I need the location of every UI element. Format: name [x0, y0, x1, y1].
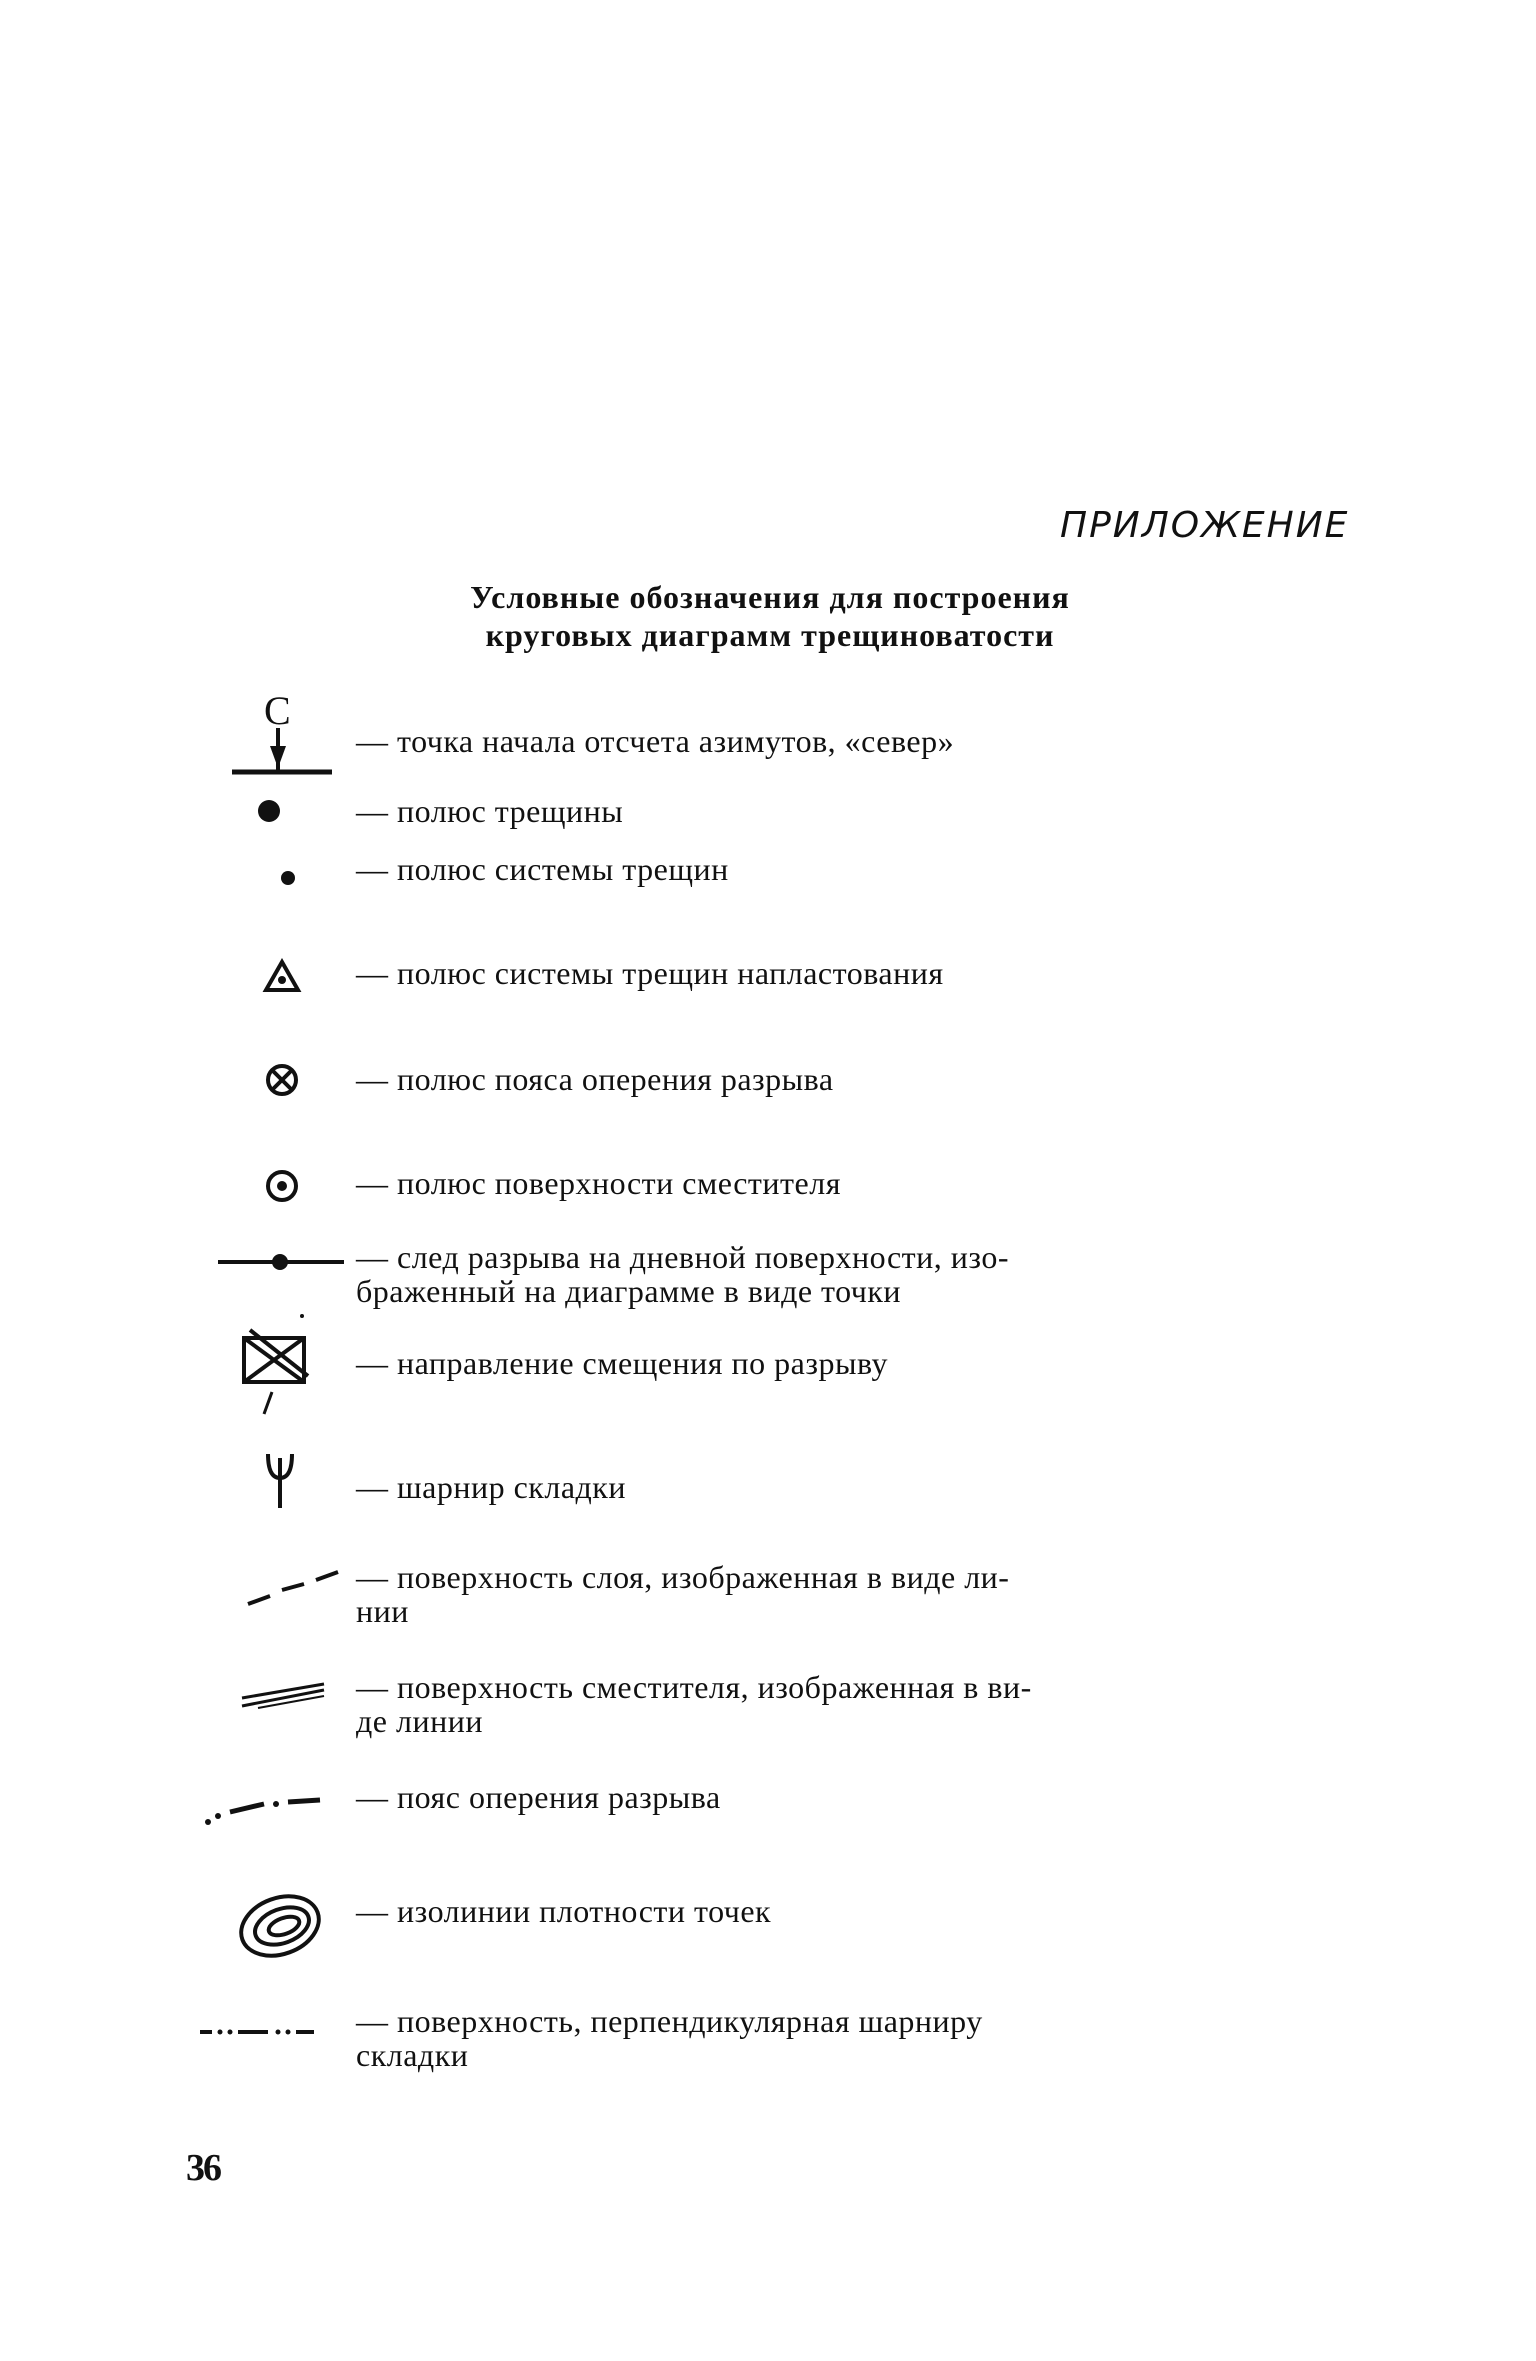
legend-text: — полюс трещины — [356, 793, 624, 829]
dashed-line-icon — [240, 1560, 350, 1625]
line-with-dot-icon — [216, 1240, 346, 1285]
north-arrow-icon — [228, 688, 338, 793]
fold-hinge-icon — [262, 1452, 298, 1517]
circled-cross-icon — [264, 1062, 300, 1103]
legend-text: — точка начала отсчета азимутов, «север» — [356, 723, 955, 759]
dotted-triangle-icon — [262, 958, 302, 999]
dash-dot-line-icon — [200, 1780, 330, 1835]
dash-dot-dot-line-icon — [198, 2022, 318, 2047]
legend-text: — полюс системы трещин напластования — [356, 955, 944, 991]
small-dot-icon — [278, 868, 298, 893]
legend-text: — направление смещения по разрыву — [356, 1345, 888, 1381]
legend-title — [300, 578, 1240, 654]
legend-text: нии — [356, 1593, 409, 1629]
legend-text: — полюс поверхности сместителя — [356, 1165, 841, 1201]
circled-dot-icon — [264, 1168, 300, 1209]
crossed-rectangle-icon — [236, 1310, 316, 1425]
legend-text: — поверхность сместителя, изображенная в ви- — [356, 1669, 1032, 1705]
legend-text: складки — [356, 2037, 469, 2073]
legend-text: — поверхность слоя, изображенная в виде ли- — [356, 1559, 1010, 1595]
svg-text:С: С — [264, 688, 291, 733]
page-number: 36 — [186, 2147, 220, 2189]
legend-title-line-2: круговых диаграмм трещиноватости — [485, 617, 1055, 653]
legend-text: — полюс системы трещин — [356, 851, 729, 887]
legend-text: — пояс оперения разрыва — [356, 1779, 721, 1815]
large-dot-icon — [254, 796, 284, 831]
legend-text: — изолинии плотности точек — [356, 1893, 772, 1929]
legend-text: де линии — [356, 1703, 483, 1739]
legend-text: — шарнир складки — [356, 1469, 626, 1505]
double-line-icon — [238, 1678, 328, 1719]
legend-text: — поверхность, перпендикулярная шарниру — [356, 2003, 983, 2039]
legend-text: браженный на диаграмме в виде точки — [356, 1273, 902, 1309]
legend-text: — полюс пояса оперения разрыва — [356, 1061, 834, 1097]
appendix-heading: ПРИЛОЖЕНИЕ — [1060, 505, 1350, 546]
legend-title-line-1: Условные обозначения для построения — [470, 579, 1070, 615]
legend-text: — след разрыва на дневной поверхности, изо- — [356, 1239, 1009, 1275]
isolines-icon — [236, 1892, 326, 1967]
